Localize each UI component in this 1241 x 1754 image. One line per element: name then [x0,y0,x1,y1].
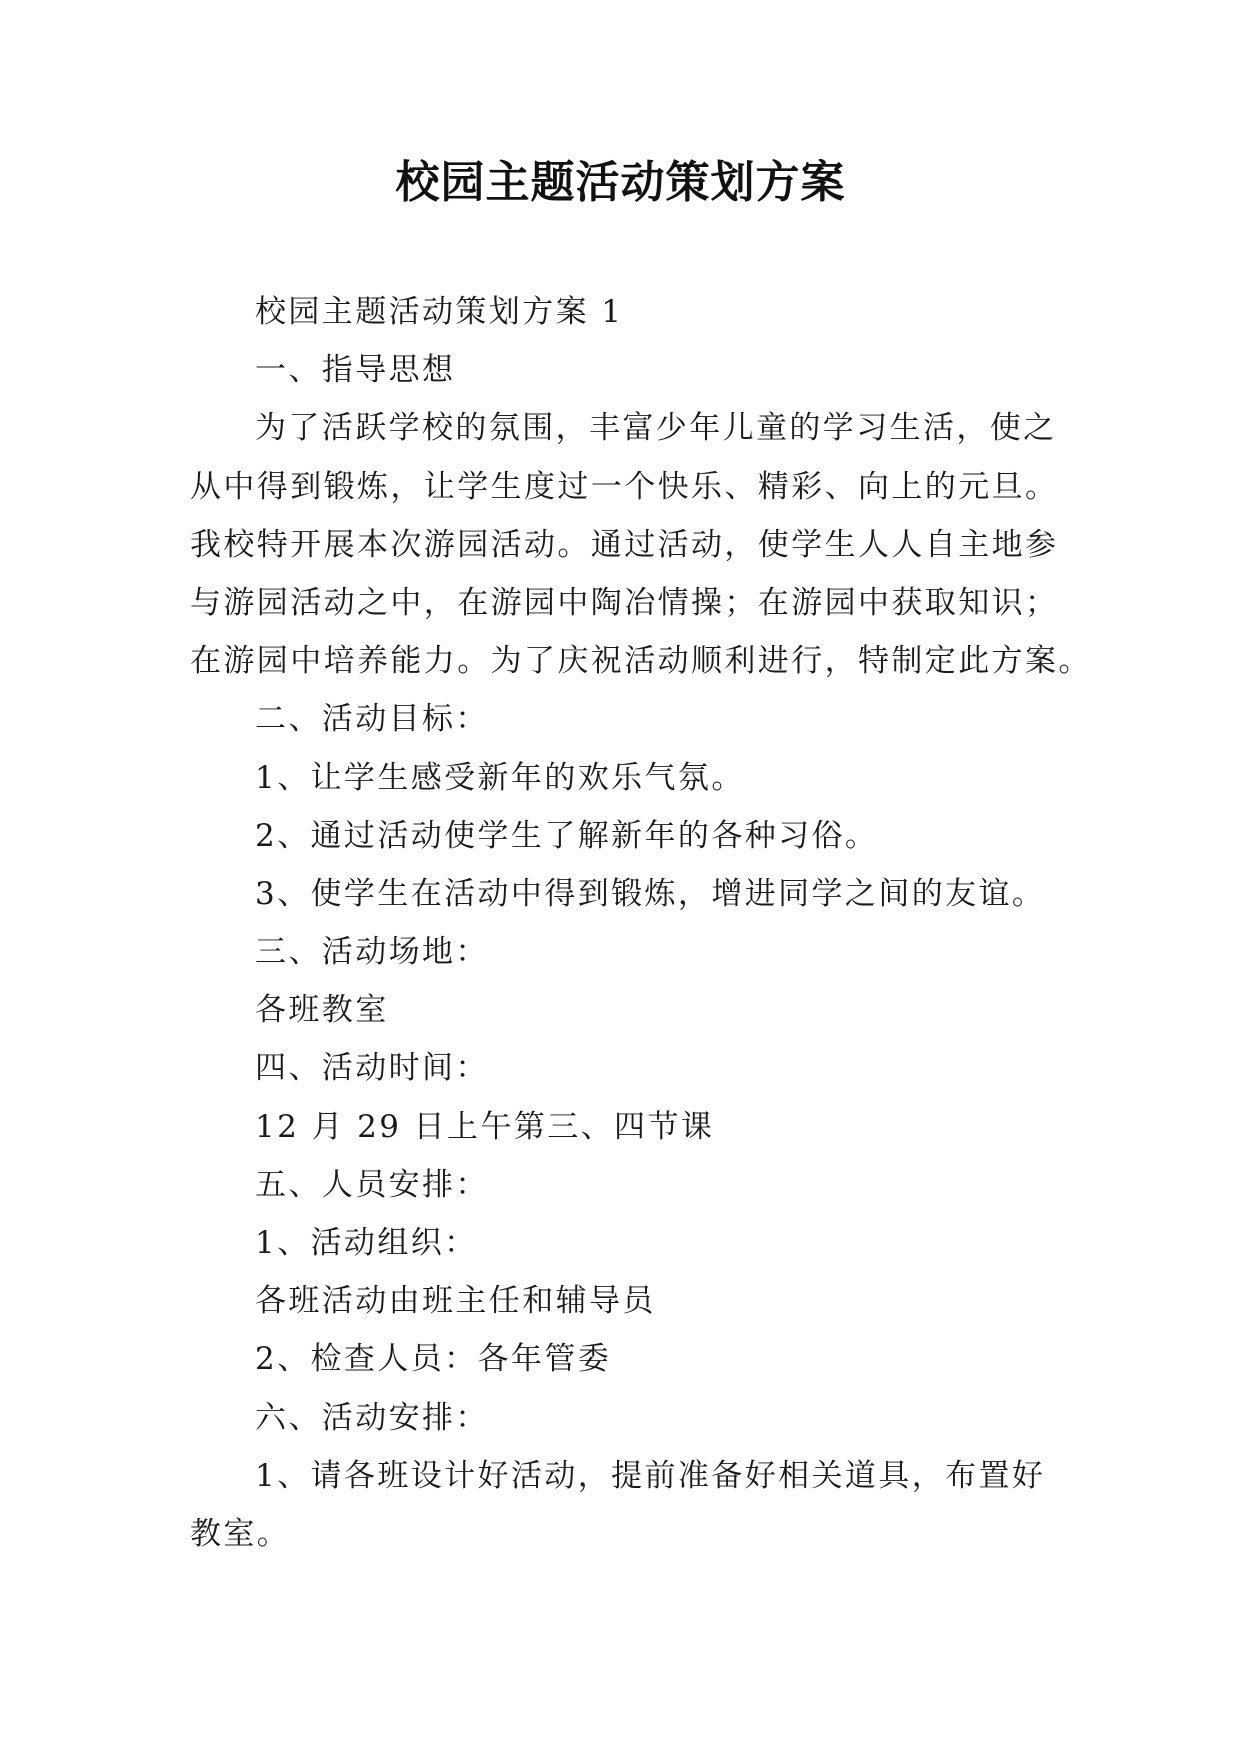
paragraph-line: 我校特开展本次游园活动。通过活动，使学生人人自主地参 [190,526,1059,563]
section-heading: 五、人员安排： [255,1166,489,1203]
section-heading: 一、指导思想 [255,352,456,389]
section-heading: 二、活动目标： [255,701,489,738]
paragraph-line: 与游园活动之中，在游园中陶冶情操；在游园中获取知识； [190,584,1059,621]
paragraph-line: 为了活跃学校的氛围，丰富少年儿童的学习生活，使之 [255,410,1057,447]
paragraph-line: 各班活动由班主任和辅导员 [255,1283,656,1320]
section-heading: 三、活动场地： [255,934,489,971]
section-heading: 六、活动安排： [255,1399,489,1436]
paragraph-line: 12 月 29 日上午第三、四节课 [255,1108,715,1145]
list-item: 3、使学生在活动中得到锻炼，增进同学之间的友谊。 [255,875,1046,912]
list-item: 2、通过活动使学生了解新年的各种习俗。 [255,817,879,854]
paragraph-line: 从中得到锻炼，让学生度过一个快乐、精彩、向上的元旦。 [190,468,1059,505]
list-item: 1、请各班设计好活动，提前准备好相关道具，布置好 [255,1457,1046,1494]
list-item: 1、活动组织： [255,1225,478,1261]
paragraph-line: 校园主题活动策划方案 1 [255,294,624,330]
list-item: 1、让学生感受新年的欢乐气氛。 [255,759,745,796]
document-title: 校园主题活动策划方案 [395,157,846,208]
list-item: 2、检查人员：各年管委 [255,1341,612,1378]
paragraph-line: 教室。 [190,1515,291,1552]
document-body [190,283,1092,1563]
paragraph-line: 各班教室 [255,992,389,1029]
section-heading: 四、活动时间： [255,1050,489,1087]
paragraph-line: 在游园中培养能力。为了庆祝活动顺利进行，特制定此方案。 [190,643,1092,680]
